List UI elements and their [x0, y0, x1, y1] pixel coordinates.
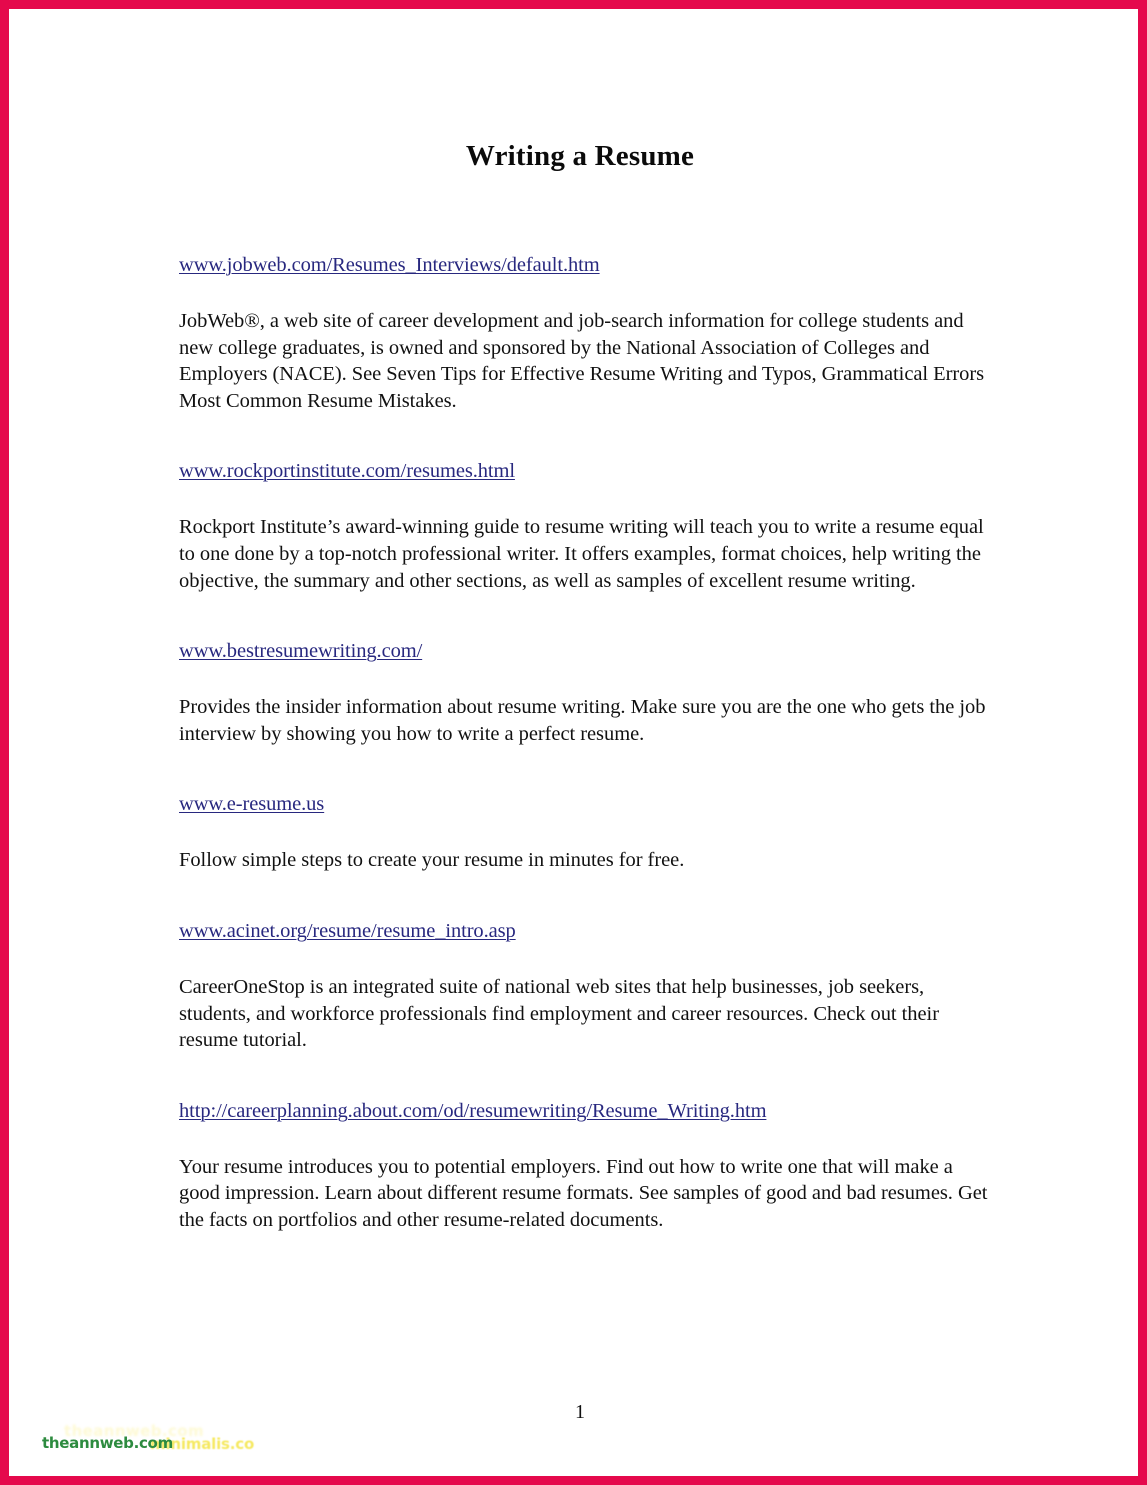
resource-link[interactable]: http://careerplanning.about.com/od/resumewriting/Resume_Writing.htm	[179, 1099, 767, 1122]
page-sheet	[9, 9, 1138, 1476]
resource-entry	[179, 252, 994, 414]
resource-description: JobWeb®, a web site of career development and job-search information for college students and new college graduates, is owned and sponsored by the National Association of Colleges and Employers (NACE). See Seven Tips for Effective Resume Writing and Typos, Grammatical Errors Most Common Resume Mistakes.	[179, 310, 985, 412]
page-number: 1	[575, 1401, 585, 1423]
resource-description: Provides the insider information about resume writing. Make sure you are the one who gets the job interview by showing you how to write a perfect resume.	[179, 696, 986, 745]
resource-entry	[179, 458, 994, 594]
watermark-secondary-text: minimalis.co	[150, 1435, 255, 1453]
resource-entry	[179, 1098, 994, 1234]
resource-description: Follow simple steps to create your resume in minutes for free.	[179, 849, 685, 872]
resource-link[interactable]: www.bestresumewriting.com/	[179, 640, 423, 663]
resource-entry	[179, 638, 994, 747]
resource-description: Your resume introduces you to potential employers. Find out how to write one that will make a good impression. Learn about different resume formats. See samples of good and bad resumes. Get the facts on portfolios and other resume-related documents.	[179, 1155, 988, 1231]
resource-link[interactable]: www.e-resume.us	[179, 793, 325, 816]
resource-link[interactable]: www.jobweb.com/Resumes_Interviews/default.htm	[179, 254, 600, 276]
resource-description: Rockport Institute’s award-winning guide to resume writing will teach you to write a resume equal to one done by a top-notch professional writer. It offers examples, format choices, help writing the objective, the summary and other sections, as well as samples of excellent resume writing.	[179, 516, 984, 592]
resource-entry	[179, 918, 994, 1054]
resource-entry	[179, 791, 994, 874]
page-title: Writing a Resume	[465, 140, 695, 172]
resource-link[interactable]: www.acinet.org/resume/resume_intro.asp	[179, 919, 516, 942]
watermark-ghost-text: theannweb.com	[64, 1422, 204, 1440]
resource-description: CareerOneStop is an integrated suite of national web sites that help businesses, job seekers, students, and workforce professionals find employment and career resources. Check out their resume tutorial.	[179, 975, 939, 1052]
document-content	[179, 252, 994, 1234]
resource-link[interactable]: www.rockportinstitute.com/resumes.html	[179, 460, 515, 483]
watermark-primary-text: theannweb.com	[42, 1434, 173, 1452]
